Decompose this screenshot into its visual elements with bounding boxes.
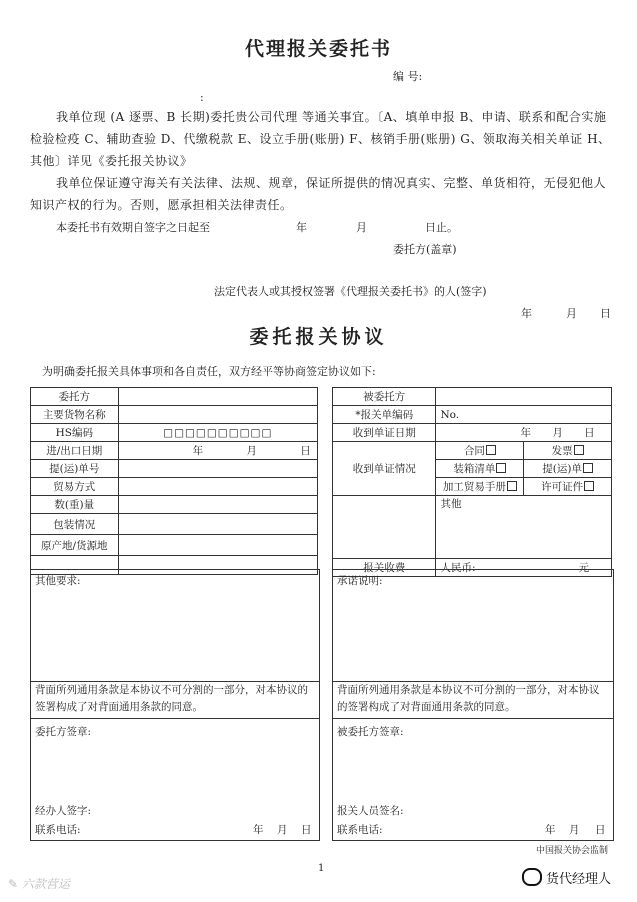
row-label-received-date: 收到单证日期 <box>333 424 436 442</box>
trade-value[interactable] <box>118 478 317 496</box>
validity-year: 年 <box>296 221 307 234</box>
agreement-title: 委托报关协议 <box>249 326 388 348</box>
other-requirements-label: 其他要求: <box>35 575 81 587</box>
agent-signature-label: 被委托方签章: <box>337 726 404 738</box>
doc-packing[interactable] <box>436 460 524 478</box>
checkbox-icon[interactable] <box>574 445 584 455</box>
principal-info-table <box>30 387 318 575</box>
left-terms-box <box>30 680 320 719</box>
table-row <box>333 424 612 442</box>
right-terms-text: 背面所列通用条款是本协议不可分割的一部分，对本协议的签署构成了对背面通用条款的同意。 <box>337 684 600 713</box>
table-row <box>333 388 612 406</box>
row-label-fee: 报关收费 <box>333 559 436 577</box>
checkbox-icon[interactable] <box>583 463 593 473</box>
row-label-bill: 提(运)单号 <box>31 460 119 478</box>
principal-signature-label: 委托方签章: <box>35 726 92 738</box>
doc-processing-label: 加工贸易手册 <box>442 481 506 493</box>
document-title: 代理报关委托书 <box>244 38 392 60</box>
table-row <box>31 460 318 478</box>
handler-signature-label: 经办人签字: <box>35 805 92 817</box>
checkbox-icon[interactable] <box>507 481 517 491</box>
checkbox-icon[interactable] <box>584 481 594 491</box>
table-row <box>31 406 318 424</box>
doc-invoice[interactable] <box>524 442 612 460</box>
origin-value[interactable] <box>118 535 317 556</box>
guarantee-paragraph: 我单位保证遵守海关有关法律、法规、规章，保证所提供的情况真实、完整、单货相符，无侵犯他人知识产权的行为。否则，愿承担相关法律责任。 <box>30 176 607 212</box>
other-docs-value[interactable] <box>436 496 612 559</box>
received-month: 月 <box>552 427 563 439</box>
date-month: 月 <box>566 307 577 320</box>
row-label-hs: HS编码 <box>31 424 119 442</box>
decl-no-value[interactable]: No. <box>436 406 612 424</box>
table-row <box>31 535 318 556</box>
left-date-month: 月 <box>277 824 288 836</box>
watermark-right-text: 货代经理人 <box>546 872 612 887</box>
row-label-goods: 主要货物名称 <box>31 406 119 424</box>
fee-yuan: 元 <box>578 562 589 574</box>
bill-value[interactable] <box>118 460 317 478</box>
row-label-principal: 委托方 <box>31 388 119 406</box>
left-date-year: 年 <box>253 824 264 836</box>
doc-bill[interactable] <box>524 460 612 478</box>
row-label-quantity: 数(重)量 <box>31 496 119 514</box>
io-date-month: 月 <box>246 445 257 457</box>
table-row <box>31 514 318 535</box>
commitment-label: 承诺说明: <box>337 575 383 587</box>
packing-value[interactable] <box>118 514 317 535</box>
table-row <box>31 442 318 460</box>
doc-bill-label: 提(运)单 <box>542 463 582 475</box>
doc-other-label: 其他 <box>440 498 462 510</box>
wechat-icon <box>522 868 542 886</box>
right-date-month: 月 <box>569 824 580 836</box>
doc-packing-label: 装箱清单 <box>453 463 496 475</box>
left-terms-text: 背面所列通用条款是本协议不可分割的一部分，对本协议的签署构成了对背面通用条款的同意。 <box>35 684 308 713</box>
io-date-day: 日 <box>300 445 311 457</box>
validity-prefix: 本委托书有效期自签字之日起至 <box>56 221 210 234</box>
number-label: 编 号: <box>393 70 423 83</box>
principal-value[interactable] <box>118 388 317 406</box>
agreement-intro: 为明确委托报关具体事项和各自责任，双方经平等协商签定协议如下: <box>42 365 376 378</box>
row-label-decl-no: *报关单编码 <box>333 406 436 424</box>
declarant-signature-label: 报关人员签名: <box>337 805 404 817</box>
doc-contract[interactable] <box>436 442 524 460</box>
left-date-day: 日 <box>301 824 312 836</box>
hs-code-boxes[interactable]: □□□□□□□□□□ <box>118 424 317 442</box>
goods-value[interactable] <box>118 406 317 424</box>
row-label-agent: 被委托方 <box>333 388 436 406</box>
date-year: 年 <box>521 307 532 320</box>
checkbox-icon[interactable] <box>496 463 506 473</box>
watermark-left-text: 六款营运 <box>21 877 70 891</box>
commitment-box[interactable] <box>332 569 614 682</box>
authorization-paragraph: 我单位现 (A 逐票、B 长期)委托贵公司代理 等通关事宜。〔A、填单申报 B、申请、联系和配合实施检验检疫 C、辅助查验 D、代缴税款 E、设立手册(账册) F、核销手册(账册) G、领取海关相关单证 H、其他〕详见《委托报关协议》 <box>30 110 611 168</box>
principal-signature-box[interactable] <box>30 718 320 841</box>
watermark-right <box>522 868 611 887</box>
other-requirements-box[interactable] <box>30 569 320 682</box>
io-date-year: 年 <box>192 445 204 457</box>
doc-permit-label: 许可证件 <box>541 481 584 493</box>
agent-info-table <box>332 387 612 577</box>
received-year: 年 <box>520 427 531 439</box>
right-phone-label: 联系电话: <box>337 824 383 836</box>
row-label-trade: 贸易方式 <box>31 478 119 496</box>
table-row <box>31 388 318 406</box>
date-day: 日 <box>600 307 611 320</box>
right-date-day: 日 <box>595 824 606 836</box>
row-label-origin: 原产地/货源地 <box>31 535 119 556</box>
supervised-by: 中国报关协会监制 <box>536 846 609 856</box>
io-date-value[interactable] <box>118 442 317 460</box>
principal-seal: 委托方(盖章) <box>393 243 457 256</box>
row-label-packing: 包装情况 <box>31 514 119 535</box>
table-row <box>333 442 612 460</box>
left-phone-label: 联系电话: <box>35 824 81 836</box>
table-row <box>333 496 612 559</box>
row-label-received-docs: 收到单证情况 <box>333 442 436 496</box>
doc-contract-label: 合同 <box>463 445 485 457</box>
table-row <box>333 406 612 424</box>
watermark-logo-icon: ✎ <box>8 877 19 891</box>
right-terms-box <box>332 680 614 719</box>
other-docs-label-blank <box>333 496 436 559</box>
table-row <box>31 424 318 442</box>
row-label-io-date: 进/出口日期 <box>31 442 119 460</box>
table-row <box>31 478 318 496</box>
validity-month: 月 <box>356 221 367 234</box>
quantity-value[interactable] <box>118 496 317 514</box>
checkbox-icon[interactable] <box>486 445 496 455</box>
received-date-value[interactable] <box>436 424 612 442</box>
validity-day: 日止。 <box>425 221 458 234</box>
agent-signature-box[interactable] <box>332 718 614 841</box>
doc-invoice-label: 发票 <box>551 445 573 457</box>
right-date-year: 年 <box>545 824 556 836</box>
watermark-left <box>8 875 70 892</box>
agent-value[interactable] <box>436 388 612 406</box>
table-row <box>31 496 318 514</box>
received-day: 日 <box>584 427 595 439</box>
page-number: 1 <box>318 863 325 874</box>
fee-rmb: 人民币: <box>440 562 476 574</box>
legal-representative: 法定代表人或其授权签署《代理报关委托书》的人(签字) <box>214 285 487 298</box>
colon-mark: : <box>200 91 204 104</box>
doc-permit[interactable] <box>524 478 612 496</box>
doc-processing[interactable] <box>436 478 524 496</box>
